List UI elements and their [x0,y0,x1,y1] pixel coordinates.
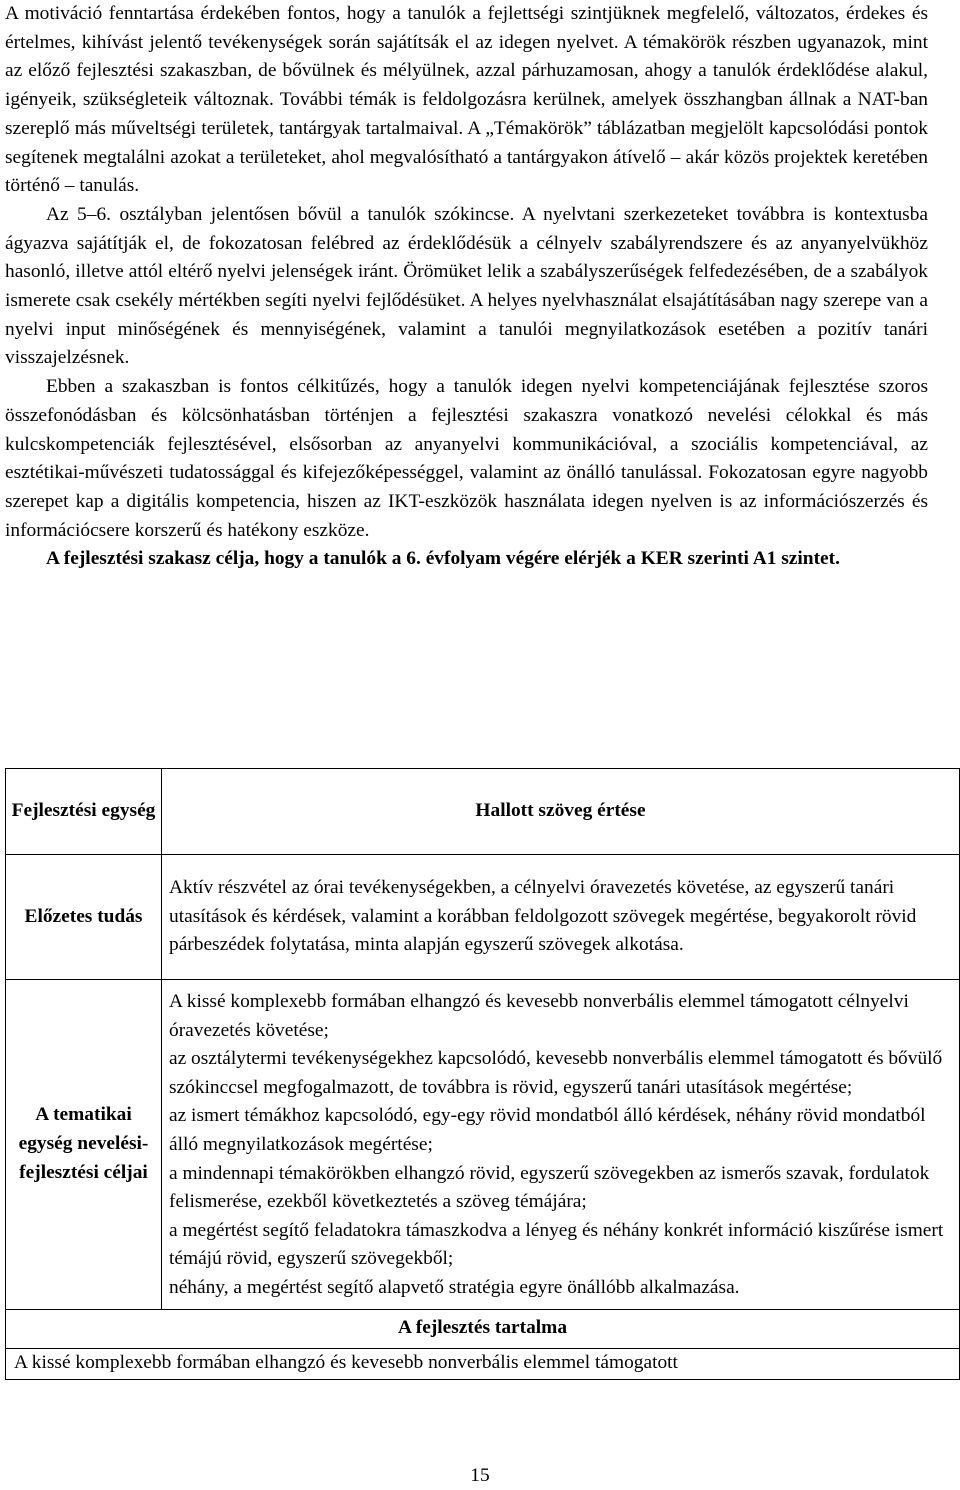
unit-title-cell [162,769,960,855]
table-row-prior [6,855,960,980]
prior-label: Előzetes tudás [24,905,143,927]
prior-text-cell [162,855,960,980]
content-text: A kissé komplexebb formában elhangzó és kevesebb nonverbális elemmel támogatott [14,1351,678,1373]
body-text [5,0,928,574]
content-text-cell [6,1348,960,1379]
development-unit-table [5,768,960,1380]
content-title: A fejlesztés tartalma [397,1317,568,1339]
goal-item: néhány, a megértést segítő alapvető stratégia egyre önállóbb alkalmazása. [169,1276,740,1298]
goals-label-cell [6,980,162,1310]
table-row-goals [6,980,960,1310]
unit-label-cell [6,769,162,855]
page-number: 15 [470,1465,490,1486]
paragraph-motivation: A motiváció fenntartása érdekében fontos, hogy a tanulók a fejlettségi szintjüknek megfelelő, változatos, érdekes és értelmes, kihívást jelentő tevékenységek során sajátítsák el az idegen nyelvet. A témakörök részben ugyanazok, mint az előző fejlesztési szakaszban, de bővülnek és mélyülnek, azzal párhuzamosan, ahogy a tanulók érdeklődése alakul, igényeik, szükségleteik változnak. További témák is feldolgozásra kerülnek, amelyek összhangban állnak a NAT-ban szereplő más műveltségi területek, tantárgyak tartalmaival. A „Témakörök” táblázatban megjelölt kapcsolódási pontok segítenek megtalálni azokat a területeket, ahol megvalósítható a tantárgyakon átívelő – akár közös projektek keretében történő – tanulás. [5,3,928,197]
table-row-unit [6,769,960,855]
table-row-content-title [6,1309,960,1348]
goal-item: A kissé komplexebb formában elhangzó és kevesebb nonverbális elemmel támogatott célnyelvi óravezetés követése; [169,991,909,1041]
unit-label: Fejlesztési egység [11,800,156,822]
unit-title: Hallott szöveg értése [475,800,646,822]
goals-text-cell [162,980,960,1310]
prior-text: Aktív részvétel az órai tevékenységekben, a célnyelvi óravezetés követése, az egyszerű tanári utasítások és kérdések, valamint a korábban feldolgozott szövegek megértése, begyakorolt rövid párbeszédek folytatása, minta alapján egyszerű szövegek alkotása. [169,877,917,956]
goal-item: a mindennapi témakörökben elhangzó rövid, egyszerű szövegekben az ismerős szavak, fordulatok felismerése, ezekből következtetés a szöveg témájára; [169,1162,930,1213]
table-row-content [6,1348,960,1379]
goal-item: a megértést segítő feladatokra támaszkodva a lényeg és néhány konkrét információ kiszűrése ismert témájú rövid, egyszerű szövegekből; [169,1219,944,1270]
goal-item: az osztálytermi tevékenységekhez kapcsolódó, kevesebb nonverbális elemmel támogatott és bővülő szókinccsel megfogalmazott, de továbbra is rövid, egyszerű tanári utasítások megértése; [169,1048,943,1098]
prior-label-cell [6,855,162,980]
paragraph-goal: A fejlesztési szakasz célja, hogy a tanulók a 6. évfolyam végére elérjék a KER szerinti A1 szintet. [46,548,840,570]
content-title-cell [6,1309,960,1348]
goal-item: az ismert témákhoz kapcsolódó, egy-egy rövid mondatból álló kérdések, néhány rövid mondatból álló megnyilatkozások megértése; [169,1105,926,1155]
goals-label: A tematikai egység nevelési-fejlesztési céljai [18,1104,149,1183]
paragraph-competence: Ebben a szakaszban is fontos célkitűzés, hogy a tanulók idegen nyelvi kompetenciájának fejlesztése szoros összefonódásban és kölcsönhatásban történjen a fejlesztési szakaszra vonatkozó nevelési célokkal és más kulcskompetenciák fejlesztésével, elsősorban az anyanyelvi kommunikációval, a szociális kompetenciával, az esztétikai-művészeti tudatossággal és kifejezőképességgel, valamint az önálló tanulással. Fokozatosan egyre nagyobb szerepet kap a digitális kompetencia, hiszen az IKT-eszközök használata idegen nyelven is az információszerzés és információcsere korszerű és hatékony eszköze. [5,376,928,541]
paragraph-vocabulary: Az 5–6. osztályban jelentősen bővül a tanulók szókincse. A nyelvtani szerkezeteket továbbra is kontextusba ágyazva sajátítják el, de fokozatosan felébred az érdeklődésük a célnyelv szabályrendszere és az anyanyelvükhöz hasonló, illetve attól eltérő nyelvi jelenségek iránt. Örömüket lelik a szabályszerűségek felfedezésében, de a szabályok ismerete csak csekély mértékben segíti nyelvi fejlődésüket. A helyes nyelvhasználat elsajátításában nagy szerepe van a nyelvi input minőségének és mennyiségének, valamint a tanulói megnyilatkozások esetében a pozitív tanári visszajelzésnek. [5,203,928,369]
